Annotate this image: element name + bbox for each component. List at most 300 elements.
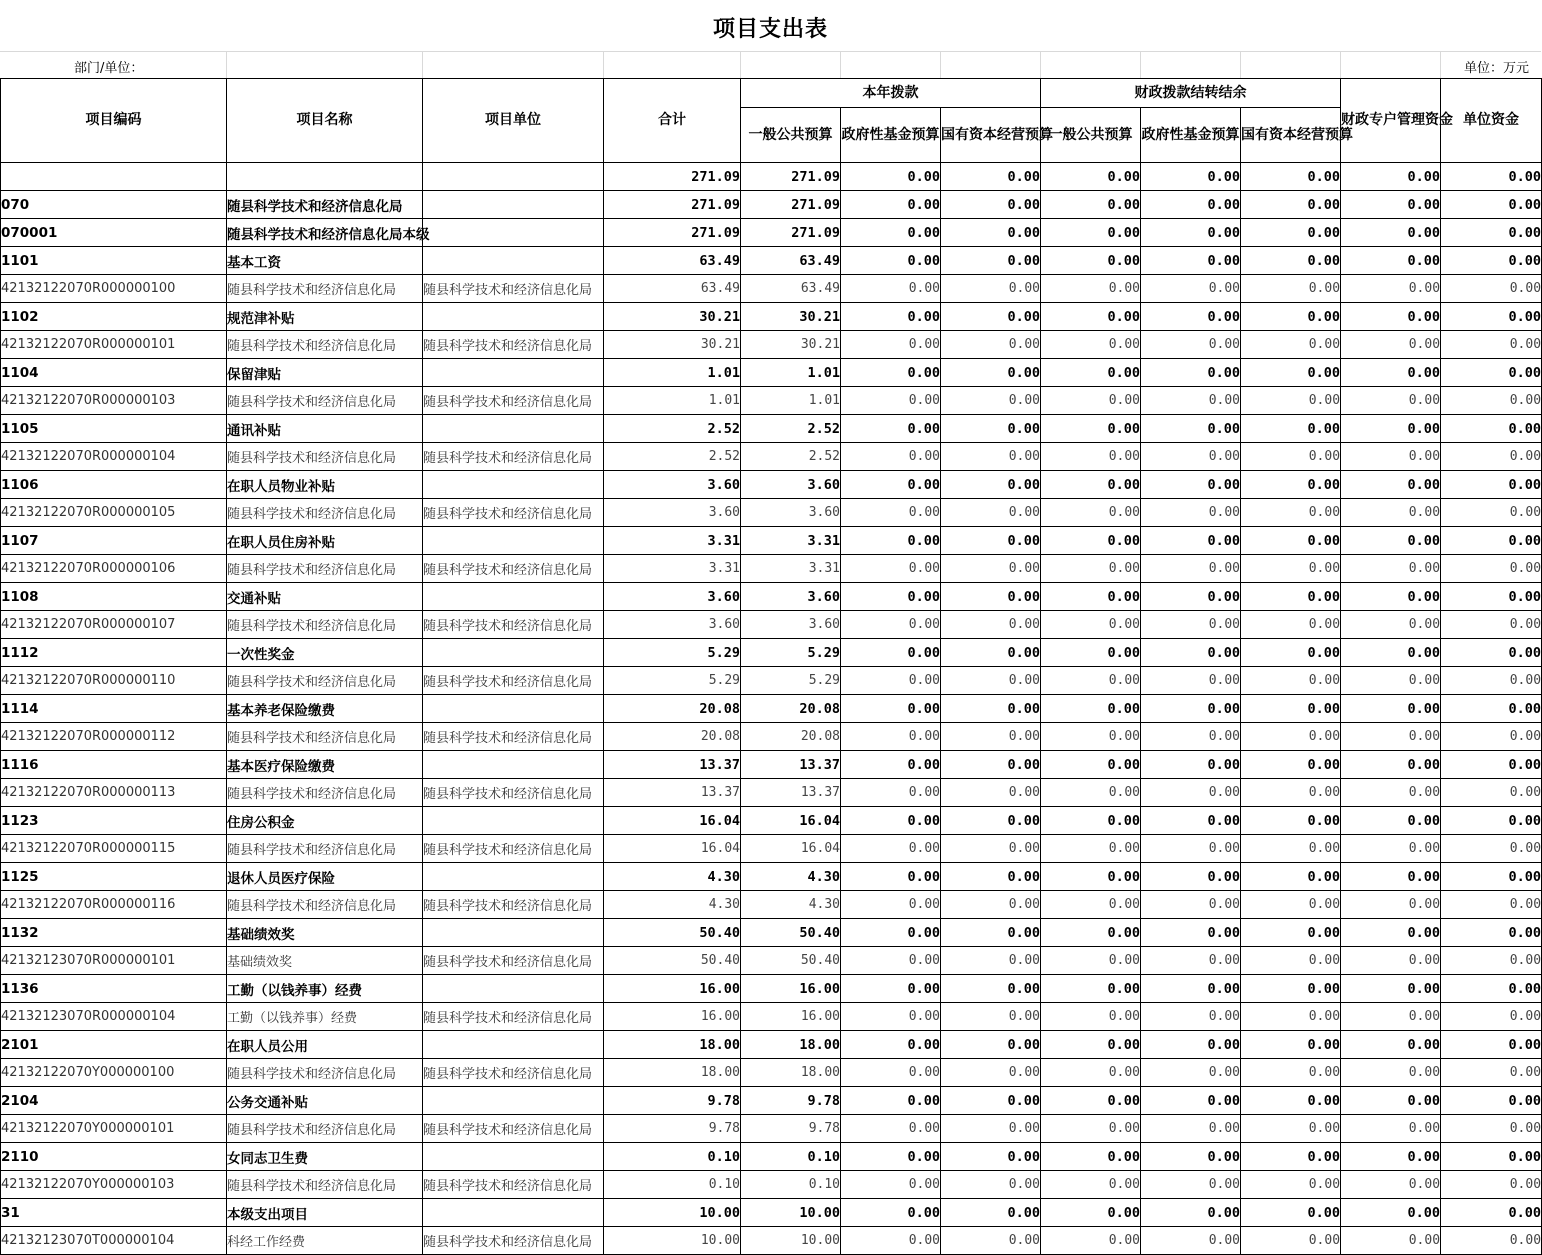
- page-title: 项目支出表: [712, 17, 828, 42]
- cell-unit: [423, 975, 604, 1003]
- cell-amount: 0.00: [1041, 583, 1141, 611]
- cell-unit: [423, 527, 604, 555]
- cell-name: 随县科学技术和经济信息化局: [227, 611, 423, 639]
- cell-code: 42132122070R000000116: [1, 891, 227, 919]
- cell-amount: 271.09: [741, 191, 841, 219]
- cell-name: 随县科学技术和经济信息化局: [227, 1059, 423, 1087]
- cell-amount: 0.00: [1041, 275, 1141, 303]
- cell-amount: 0.00: [1041, 331, 1141, 359]
- cell-amount: 0.00: [1441, 1171, 1542, 1199]
- cell-name: 一次性奖金: [227, 639, 423, 667]
- cell-amount: 0.00: [941, 779, 1041, 807]
- cell-amount: 0.00: [1341, 751, 1441, 779]
- cell-amount: 0.00: [1141, 415, 1241, 443]
- cell-amount: 50.40: [741, 947, 841, 975]
- col-header-gov-fund: 政府性基金预算: [841, 108, 941, 163]
- cell-name: 基础绩效奖: [227, 919, 423, 947]
- cell-amount: 0.00: [1241, 247, 1341, 275]
- cell-amount: 0.00: [1141, 1199, 1241, 1227]
- cell-amount: 0.00: [941, 275, 1041, 303]
- cell-amount: 9.78: [604, 1115, 741, 1143]
- cell-name: 科经工作经费: [227, 1227, 423, 1255]
- cell-amount: 0.00: [1441, 667, 1542, 695]
- cell-amount: 0.00: [1341, 527, 1441, 555]
- table-row: [1, 527, 1542, 555]
- col-header-general-carry: 一般公共预算: [1041, 108, 1141, 163]
- cell-amount: 0.00: [1441, 443, 1542, 471]
- cell-name: 随县科学技术和经济信息化局: [227, 443, 423, 471]
- cell-unit: [423, 415, 604, 443]
- cell-amount: 0.00: [1341, 275, 1441, 303]
- cell-amount: 0.00: [1041, 807, 1141, 835]
- cell-amount: 0.00: [1441, 191, 1542, 219]
- cell-amount: 0.00: [1341, 415, 1441, 443]
- cell-name: 随县科学技术和经济信息化局: [227, 275, 423, 303]
- cell-unit: 随县科学技术和经济信息化局: [423, 1227, 604, 1255]
- cell-amount: 3.31: [741, 555, 841, 583]
- cell-amount: 0.00: [1041, 247, 1141, 275]
- cell-amount: 0.00: [941, 527, 1041, 555]
- cell-amount: 0.10: [741, 1171, 841, 1199]
- cell-amount: 0.00: [1341, 1199, 1441, 1227]
- cell-code: 1125: [1, 863, 227, 891]
- cell-code: 42132122070R000000106: [1, 555, 227, 583]
- cell-amount: 0.00: [1141, 1059, 1241, 1087]
- cell-amount: 0.00: [841, 387, 941, 415]
- cell-code: 070: [1, 191, 227, 219]
- cell-amount: 0.00: [841, 359, 941, 387]
- table-row: [1, 499, 1542, 527]
- cell-amount: 0.00: [1241, 387, 1341, 415]
- table-row: [1, 667, 1542, 695]
- cell-code: 42132122070R000000104: [1, 443, 227, 471]
- cell-name: 规范津补贴: [227, 303, 423, 331]
- cell-amount: 0.00: [1441, 1143, 1542, 1171]
- table-body: [1, 163, 1542, 1255]
- cell-amount: 0.00: [841, 1087, 941, 1115]
- cell-name: 随县科学技术和经济信息化局: [227, 1171, 423, 1199]
- cell-unit: 随县科学技术和经济信息化局: [423, 891, 604, 919]
- cell-amount: 0.00: [1241, 611, 1341, 639]
- cell-amount: 0.00: [1241, 527, 1341, 555]
- cell-amount: 0.00: [1241, 1059, 1341, 1087]
- cell-amount: 13.37: [604, 751, 741, 779]
- cell-amount: 0.00: [1141, 499, 1241, 527]
- cell-amount: 0.00: [841, 1115, 941, 1143]
- cell-amount: 0.00: [1341, 947, 1441, 975]
- cell-amount: 0.00: [1441, 975, 1542, 1003]
- cell-amount: 0.00: [941, 1115, 1041, 1143]
- cell-amount: 0.00: [1241, 583, 1341, 611]
- cell-amount: 0.00: [841, 975, 941, 1003]
- col-header-state-capital-carry: 国有资本经营预算: [1241, 108, 1341, 163]
- cell-code: 1108: [1, 583, 227, 611]
- cell-amount: 0.00: [1141, 387, 1241, 415]
- cell-amount: 3.60: [741, 611, 841, 639]
- cell-amount: 0.00: [1441, 723, 1542, 751]
- cell-unit: [423, 583, 604, 611]
- cell-amount: 0.00: [1341, 807, 1441, 835]
- cell-unit: 随县科学技术和经济信息化局: [423, 387, 604, 415]
- cell-amount: 0.00: [941, 667, 1041, 695]
- cell-unit: [423, 163, 604, 191]
- cell-code: 1114: [1, 695, 227, 723]
- cell-unit: 随县科学技术和经济信息化局: [423, 1059, 604, 1087]
- cell-code: 31: [1, 1199, 227, 1227]
- cell-amount: 0.00: [941, 555, 1041, 583]
- cell-amount: 0.00: [841, 947, 941, 975]
- cell-name: [227, 163, 423, 191]
- cell-code: 42132122070R000000101: [1, 331, 227, 359]
- cell-amount: 5.29: [604, 667, 741, 695]
- cell-name: 随县科学技术和经济信息化局: [227, 891, 423, 919]
- cell-amount: 0.00: [1341, 779, 1441, 807]
- table-row: [1, 1143, 1542, 1171]
- cell-amount: 0.00: [1041, 891, 1141, 919]
- cell-amount: 3.60: [604, 471, 741, 499]
- cell-code: 2110: [1, 1143, 227, 1171]
- cell-unit: 随县科学技术和经济信息化局: [423, 611, 604, 639]
- cell-amount: 0.00: [941, 387, 1041, 415]
- cell-unit: [423, 1199, 604, 1227]
- cell-unit: [423, 471, 604, 499]
- cell-name: 退休人员医疗保险: [227, 863, 423, 891]
- cell-name: 随县科学技术和经济信息化局: [227, 779, 423, 807]
- cell-amount: 0.00: [1041, 1171, 1141, 1199]
- department-label: 部门/单位：: [74, 61, 144, 76]
- table-row: [1, 415, 1542, 443]
- cell-amount: 63.49: [604, 247, 741, 275]
- cell-amount: 0.00: [1341, 555, 1441, 583]
- cell-unit: 随县科学技术和经济信息化局: [423, 779, 604, 807]
- cell-code: 1136: [1, 975, 227, 1003]
- cell-amount: 0.00: [941, 443, 1041, 471]
- cell-code: 1102: [1, 303, 227, 331]
- cell-amount: 0.00: [941, 835, 1041, 863]
- cell-amount: 0.00: [841, 583, 941, 611]
- cell-amount: 10.00: [741, 1199, 841, 1227]
- cell-amount: 0.00: [1441, 639, 1542, 667]
- table-row: [1, 891, 1542, 919]
- cell-amount: 0.00: [941, 807, 1041, 835]
- cell-code: 1104: [1, 359, 227, 387]
- cell-amount: 0.00: [1341, 303, 1441, 331]
- cell-amount: 50.40: [741, 919, 841, 947]
- cell-amount: 0.00: [1141, 191, 1241, 219]
- cell-name: 随县科学技术和经济信息化局本级: [227, 219, 423, 247]
- cell-amount: 4.30: [604, 863, 741, 891]
- cell-amount: 0.00: [841, 1227, 941, 1255]
- cell-unit: [423, 247, 604, 275]
- cell-code: 42132123070T000000104: [1, 1227, 227, 1255]
- cell-amount: 0.00: [1141, 471, 1241, 499]
- cell-amount: 0.00: [1141, 1087, 1241, 1115]
- cell-amount: 0.00: [1341, 499, 1441, 527]
- cell-name: 通讯补贴: [227, 415, 423, 443]
- cell-amount: 0.00: [941, 247, 1041, 275]
- cell-amount: 0.00: [941, 947, 1041, 975]
- table-row: [1, 779, 1542, 807]
- cell-amount: 0.00: [1441, 499, 1542, 527]
- cell-amount: 0.00: [841, 443, 941, 471]
- table-row: [1, 1031, 1542, 1059]
- cell-code: 42132122070R000000115: [1, 835, 227, 863]
- cell-amount: 0.00: [1241, 667, 1341, 695]
- cell-unit: 随县科学技术和经济信息化局: [423, 499, 604, 527]
- table-row: [1, 1059, 1542, 1087]
- cell-amount: 0.00: [1041, 387, 1141, 415]
- cell-amount: 63.49: [604, 275, 741, 303]
- cell-amount: 16.04: [741, 835, 841, 863]
- table-row: [1, 751, 1542, 779]
- cell-amount: 18.00: [741, 1031, 841, 1059]
- table-row: [1, 331, 1542, 359]
- cell-amount: 0.00: [1241, 975, 1341, 1003]
- cell-amount: 0.00: [1041, 1115, 1141, 1143]
- cell-amount: 0.00: [1141, 751, 1241, 779]
- cell-amount: 0.00: [941, 1003, 1041, 1031]
- cell-amount: 0.00: [1441, 1087, 1542, 1115]
- cell-unit: 随县科学技术和经济信息化局: [423, 331, 604, 359]
- table-row: [1, 1087, 1542, 1115]
- cell-amount: 0.00: [841, 331, 941, 359]
- cell-amount: 0.00: [1141, 247, 1241, 275]
- cell-name: 工勤（以钱养事）经费: [227, 975, 423, 1003]
- group-header-carryover: 财政拨款结转结余: [1041, 79, 1341, 108]
- cell-amount: 0.00: [1241, 835, 1341, 863]
- cell-amount: 0.00: [1441, 471, 1542, 499]
- cell-amount: 0.00: [841, 667, 941, 695]
- cell-amount: 0.00: [1041, 1143, 1141, 1171]
- cell-amount: 0.00: [941, 583, 1041, 611]
- cell-amount: 1.01: [741, 387, 841, 415]
- cell-amount: 0.00: [1241, 695, 1341, 723]
- cell-amount: 0.00: [1041, 751, 1141, 779]
- cell-amount: 0.00: [841, 555, 941, 583]
- cell-amount: 0.00: [1041, 303, 1141, 331]
- cell-amount: 3.31: [604, 527, 741, 555]
- cell-code: 1101: [1, 247, 227, 275]
- cell-amount: 0.00: [1441, 1115, 1542, 1143]
- cell-amount: 0.00: [1241, 1199, 1341, 1227]
- cell-amount: 0.00: [841, 247, 941, 275]
- cell-amount: 0.00: [1441, 1059, 1542, 1087]
- table-row: [1, 303, 1542, 331]
- cell-amount: 0.00: [941, 639, 1041, 667]
- table-row: [1, 975, 1542, 1003]
- cell-amount: 0.00: [1141, 219, 1241, 247]
- table-row: [1, 163, 1542, 191]
- cell-amount: 0.00: [1241, 1087, 1341, 1115]
- cell-amount: 0.00: [1041, 163, 1141, 191]
- cell-code: 42132122070R000000113: [1, 779, 227, 807]
- cell-code: 1116: [1, 751, 227, 779]
- cell-name: 基础绩效奖: [227, 947, 423, 975]
- cell-unit: 随县科学技术和经济信息化局: [423, 275, 604, 303]
- cell-code: 42132122070R000000105: [1, 499, 227, 527]
- cell-amount: 0.00: [841, 611, 941, 639]
- cell-amount: 271.09: [604, 163, 741, 191]
- meta-row: [0, 51, 1541, 78]
- cell-amount: 0.00: [1241, 1171, 1341, 1199]
- table-row: [1, 387, 1542, 415]
- cell-amount: 0.00: [1341, 1031, 1441, 1059]
- cell-amount: 0.00: [1041, 639, 1141, 667]
- cell-amount: 0.00: [1441, 807, 1542, 835]
- cell-name: 公务交通补贴: [227, 1087, 423, 1115]
- cell-amount: 2.52: [604, 443, 741, 471]
- cell-unit: [423, 751, 604, 779]
- cell-amount: 0.00: [1041, 527, 1141, 555]
- table-row: [1, 639, 1542, 667]
- table-row: [1, 807, 1542, 835]
- cell-code: 42132122070R000000112: [1, 723, 227, 751]
- cell-amount: 10.00: [604, 1199, 741, 1227]
- cell-unit: [423, 191, 604, 219]
- cell-unit: 随县科学技术和经济信息化局: [423, 835, 604, 863]
- cell-name: 在职人员物业补贴: [227, 471, 423, 499]
- cell-amount: 0.00: [1241, 1227, 1341, 1255]
- cell-amount: 0.00: [841, 919, 941, 947]
- cell-amount: 16.04: [741, 807, 841, 835]
- cell-amount: 0.10: [604, 1143, 741, 1171]
- cell-amount: 0.00: [941, 415, 1041, 443]
- cell-amount: 0.00: [1241, 779, 1341, 807]
- cell-amount: 0.00: [1141, 947, 1241, 975]
- cell-amount: 0.00: [1341, 387, 1441, 415]
- cell-unit: [423, 219, 604, 247]
- table-row: [1, 443, 1542, 471]
- cell-amount: 50.40: [604, 947, 741, 975]
- cell-amount: 0.00: [941, 1143, 1041, 1171]
- cell-amount: 0.00: [1441, 1031, 1542, 1059]
- cell-unit: 随县科学技术和经济信息化局: [423, 443, 604, 471]
- cell-amount: 9.78: [604, 1087, 741, 1115]
- cell-amount: 0.00: [841, 499, 941, 527]
- cell-amount: 0.00: [1341, 723, 1441, 751]
- cell-amount: 0.00: [1441, 527, 1542, 555]
- cell-code: 42132123070R000000101: [1, 947, 227, 975]
- cell-amount: 0.00: [1241, 499, 1341, 527]
- cell-amount: 0.00: [1441, 891, 1542, 919]
- cell-name: 基本工资: [227, 247, 423, 275]
- cell-amount: 0.00: [1041, 611, 1141, 639]
- cell-amount: 0.00: [1141, 1171, 1241, 1199]
- cell-name: 本级支出项目: [227, 1199, 423, 1227]
- cell-amount: 0.00: [1141, 891, 1241, 919]
- cell-unit: [423, 639, 604, 667]
- cell-amount: 0.00: [841, 751, 941, 779]
- cell-amount: 0.00: [841, 1031, 941, 1059]
- cell-amount: 0.00: [1441, 751, 1542, 779]
- cell-amount: 0.00: [1341, 975, 1441, 1003]
- cell-amount: 0.00: [941, 863, 1041, 891]
- cell-amount: 0.00: [1141, 527, 1241, 555]
- col-header-general: 一般公共预算: [741, 108, 841, 163]
- cell-unit: [423, 1143, 604, 1171]
- cell-amount: 0.00: [941, 975, 1041, 1003]
- group-header-current-year: 本年拨款: [741, 79, 1041, 108]
- cell-amount: 0.00: [1041, 919, 1141, 947]
- cell-amount: 0.00: [941, 499, 1041, 527]
- cell-code: 42132122070Y000000103: [1, 1171, 227, 1199]
- cell-unit: 随县科学技术和经济信息化局: [423, 947, 604, 975]
- cell-amount: 0.00: [1041, 863, 1141, 891]
- cell-amount: 0.00: [1041, 219, 1141, 247]
- cell-amount: 0.00: [1141, 863, 1241, 891]
- cell-amount: 0.00: [841, 527, 941, 555]
- cell-amount: 0.00: [841, 163, 941, 191]
- cell-amount: 0.00: [1241, 191, 1341, 219]
- cell-amount: 0.00: [1341, 471, 1441, 499]
- cell-amount: 0.00: [1241, 359, 1341, 387]
- cell-code: 1132: [1, 919, 227, 947]
- cell-amount: 0.00: [1041, 1031, 1141, 1059]
- table-row: [1, 695, 1542, 723]
- cell-unit: 随县科学技术和经济信息化局: [423, 667, 604, 695]
- cell-amount: 3.60: [604, 611, 741, 639]
- cell-amount: 30.21: [604, 331, 741, 359]
- cell-amount: 0.00: [1241, 555, 1341, 583]
- cell-code: 1107: [1, 527, 227, 555]
- cell-code: 2101: [1, 1031, 227, 1059]
- cell-amount: 0.00: [1341, 639, 1441, 667]
- cell-amount: 0.00: [941, 331, 1041, 359]
- cell-amount: 0.00: [1341, 247, 1441, 275]
- cell-unit: [423, 807, 604, 835]
- cell-amount: 0.00: [1441, 1227, 1542, 1255]
- cell-amount: 0.10: [741, 1143, 841, 1171]
- cell-amount: 0.00: [1241, 947, 1341, 975]
- cell-amount: 0.00: [941, 695, 1041, 723]
- cell-name: 保留津贴: [227, 359, 423, 387]
- cell-amount: 0.00: [1441, 695, 1542, 723]
- cell-amount: 0.00: [1441, 863, 1542, 891]
- cell-amount: 0.00: [1341, 583, 1441, 611]
- cell-amount: 30.21: [741, 303, 841, 331]
- cell-name: 在职人员住房补贴: [227, 527, 423, 555]
- cell-amount: 0.00: [1141, 1227, 1241, 1255]
- cell-amount: 0.00: [841, 779, 941, 807]
- cell-amount: 0.00: [841, 723, 941, 751]
- cell-code: 1123: [1, 807, 227, 835]
- cell-unit: [423, 695, 604, 723]
- cell-amount: 0.00: [1441, 947, 1542, 975]
- cell-amount: 0.00: [1041, 471, 1141, 499]
- cell-amount: 20.08: [741, 695, 841, 723]
- cell-amount: 0.00: [1241, 807, 1341, 835]
- cell-amount: 0.00: [1041, 555, 1141, 583]
- cell-code: 1105: [1, 415, 227, 443]
- cell-amount: 0.00: [1341, 219, 1441, 247]
- cell-amount: 0.00: [1241, 443, 1341, 471]
- cell-unit: 随县科学技术和经济信息化局: [423, 1171, 604, 1199]
- table-row: [1, 247, 1542, 275]
- cell-unit: [423, 1031, 604, 1059]
- cell-amount: 0.00: [1341, 331, 1441, 359]
- cell-amount: 0.00: [1441, 1199, 1542, 1227]
- cell-amount: 0.00: [1141, 835, 1241, 863]
- cell-amount: 16.00: [741, 975, 841, 1003]
- cell-amount: 0.00: [1341, 443, 1441, 471]
- cell-amount: 18.00: [604, 1031, 741, 1059]
- cell-name: 基本养老保险缴费: [227, 695, 423, 723]
- cell-amount: 3.31: [604, 555, 741, 583]
- cell-amount: 0.00: [1141, 163, 1241, 191]
- cell-amount: 0.00: [941, 1171, 1041, 1199]
- cell-amount: 0.00: [1241, 415, 1341, 443]
- cell-amount: 0.00: [1441, 163, 1542, 191]
